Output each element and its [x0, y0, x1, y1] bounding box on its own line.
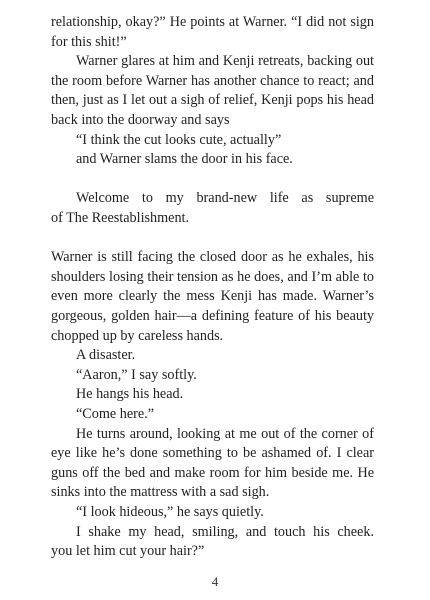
text-line: chopped up by careless hands.: [51, 327, 224, 344]
text-line: gorgeous, golden hair—a defining feature of his beauty: [51, 308, 374, 324]
paragraph-first-line: Warner glares at him and Kenji retreats, backing out: [76, 53, 374, 70]
text-line: relationship, okay?” He points at Warner. “I did not sign: [51, 14, 374, 30]
text-line: shoulders losing their tension as he does, and I’m able to: [51, 268, 374, 285]
paragraph-first-line: “I think the cut looks cute, actually”: [76, 131, 282, 148]
paragraph-first-line: “Come here.”: [76, 406, 154, 422]
text-line: the room before Warner has another chance to react; and: [51, 72, 374, 89]
paragraph-first-line: I shake my head, smiling, and touch his cheek.: [76, 523, 374, 540]
paragraph-first-line: “Aaron,” I say softly.: [76, 366, 197, 383]
text-line: eye like he’s done something to be ashamed of. I clear: [51, 445, 374, 462]
paragraph-first-line: and Warner slams the door in his face.: [76, 151, 293, 168]
text-line: for this shit!”: [51, 33, 127, 50]
text-line: even more clearly the mess Kenji has made. Warner’s: [51, 288, 374, 305]
text-line: guns off the bed and make room for him beside me. He: [51, 464, 374, 481]
section-first-line: Warner is still facing the closed door as he exhales, his: [51, 249, 374, 266]
text-line: of The Reestablishment.: [51, 210, 190, 226]
paragraph-first-line: He hangs his head.: [76, 386, 184, 403]
text-line: sinks into the mattress with a sad sigh.: [51, 484, 270, 501]
page-number: 4: [211, 574, 219, 589]
text-line: you let him cut your hair?”: [51, 543, 205, 560]
paragraph-first-line: A disaster.: [76, 347, 136, 364]
text-line: back into the doorway and says: [51, 112, 230, 128]
paragraph-first-line: He turns around, looking at me out of the corner of: [76, 425, 374, 442]
text-line: then, just as I let out a sigh of relief, Kenji pops his head: [51, 92, 374, 109]
paragraph-first-line: Welcome to my brand-new life as supreme: [76, 190, 374, 207]
paragraph-first-line: “I look hideous,” he says quietly.: [76, 504, 264, 520]
